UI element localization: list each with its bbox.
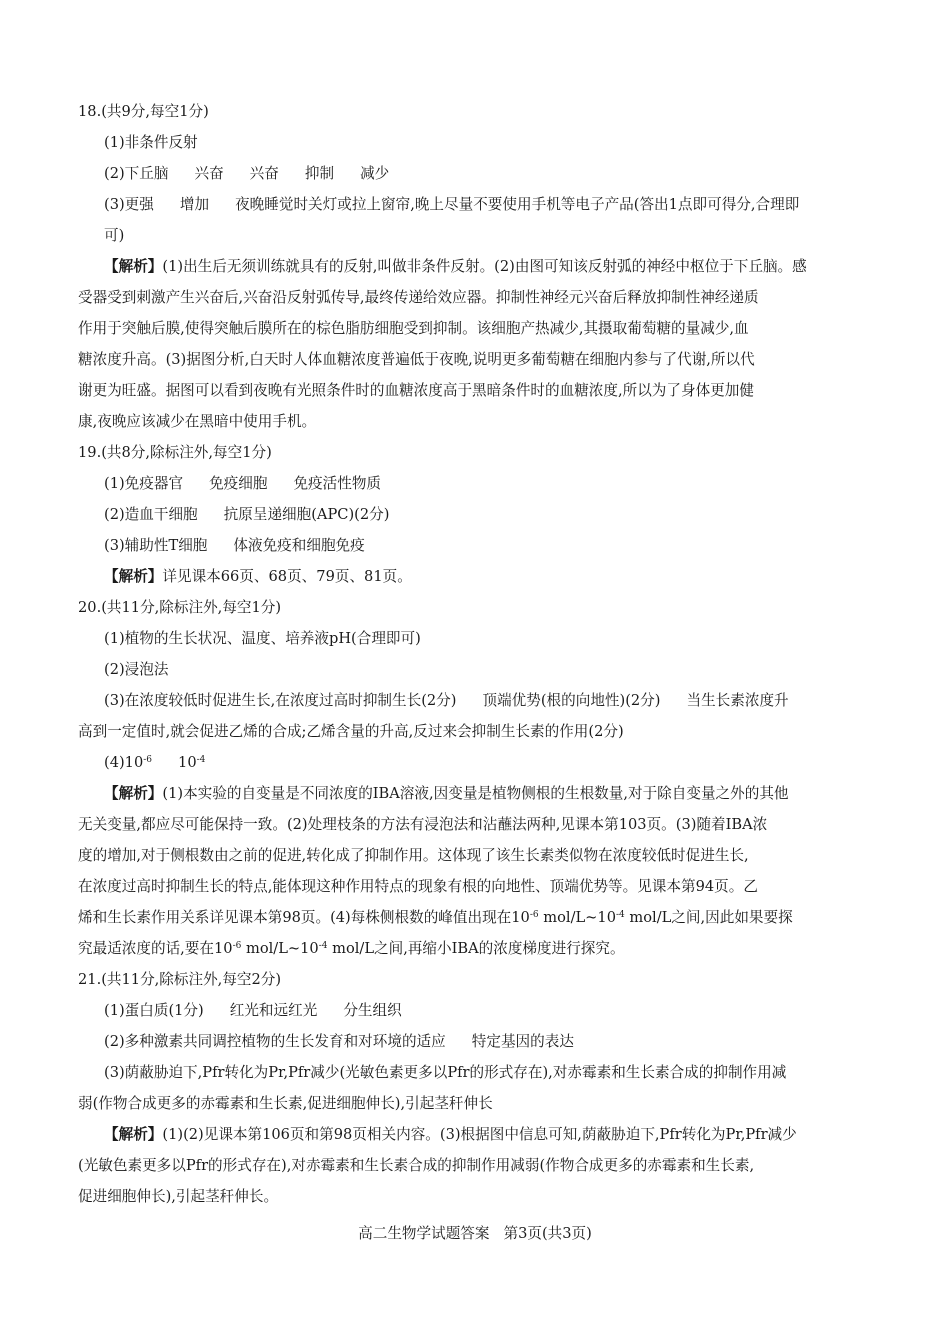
q18-answer-3-cont: 可) — [104, 227, 125, 244]
answer-part: (1)免疫器官 — [104, 475, 184, 492]
exponent: -6 — [529, 910, 539, 920]
q21-analysis-line-2: (光敏色素更多以Pfr的形式存在),对赤霉素和生长素合成的抑制作用减弱(作物合成更多的赤霉素和生长素, — [78, 1157, 755, 1174]
answer-part: (3)辅助性T细胞 — [104, 537, 208, 554]
answer-content — [78, 96, 878, 1212]
q21-answer-1 — [78, 995, 878, 1026]
answer-part: 特定基因的表达 — [471, 1033, 574, 1050]
analysis-text: (1)出生后无须训练就具有的反射,叫做非条件反射。(2)由图可知该反射弧的神经中枢位于下丘脑。感 — [162, 258, 807, 275]
analysis-tag: 【解析】 — [104, 785, 163, 802]
q18-analysis-line-2: 受器受到刺激产生兴奋后,兴奋沿反射弧传导,最终传递给效应器。抑制性神经元兴奋后释放抑制性神经递质 — [78, 289, 759, 306]
q19-answer-3 — [78, 530, 878, 561]
analysis-text: mol/L之间,再缩小IBA的浓度梯度进行探究。 — [327, 940, 625, 957]
q20-analysis-line-2: 无关变量,都应尽可能保持一致。(2)处理枝条的方法有浸泡法和沾蘸法两种,见课本第103页。(3)随着IBA浓 — [78, 816, 768, 833]
answer-part: 顶端优势(根的向地性)(2分) — [482, 692, 661, 709]
answer-part: (3)更强 — [104, 196, 154, 213]
q21-answer-3-cont: 弱(作物合成更多的赤霉素和生长素,促进细胞伸长),引起茎秆伸长 — [78, 1095, 493, 1112]
q18-analysis-line-3: 作用于突触后膜,使得突触后膜所在的棕色脂肪细胞受到抑制。该细胞产热减少,其摄取葡萄糖的量减少,血 — [78, 320, 749, 337]
q20-answer-2: (2)浸泡法 — [104, 661, 169, 678]
answer-part: (2)多种激素共同调控植物的生长发育和对环境的适应 — [104, 1033, 446, 1050]
q19-answer-2 — [78, 499, 878, 530]
answer-part: 免疫活性物质 — [293, 475, 382, 492]
q21-analysis-line-3: 促进细胞伸长),引起茎秆伸长。 — [78, 1188, 279, 1205]
q20-answer-1: (1)植物的生长状况、温度、培养液pH(合理即可) — [104, 630, 421, 647]
analysis-text: (1)本实验的自变量是不同浓度的IBA溶液,因变量是植物侧根的生根数量,对于除自变量之外的其他 — [162, 785, 789, 802]
answer-part: 免疫细胞 — [209, 475, 268, 492]
q20-analysis-line-5 — [78, 902, 878, 933]
answer-part: 夜晚睡觉时关灯或拉上窗帘,晚上尽量不要使用手机等电子产品(答出1点即可得分,合理即 — [235, 196, 800, 213]
analysis-tag: 【解析】 — [104, 568, 163, 585]
analysis-text: mol/L之间,因此如果要探 — [624, 909, 793, 926]
analysis-tag: 【解析】 — [104, 258, 163, 275]
answer-part: 10 — [178, 754, 197, 771]
analysis-text: mol/L~10 — [538, 909, 616, 926]
answer-part: (3)在浓度较低时促进生长,在浓度过高时抑制生长(2分) — [104, 692, 457, 709]
q20-analysis-line-1 — [78, 778, 878, 809]
analysis-text: 究最适浓度的话,要在10 — [78, 940, 233, 957]
q21-answer-3: (3)荫蔽胁迫下,Pfr转化为Pr,Pfr减少(光敏色素更多以Pfr的形式存在),对赤霉素和生长素合成的抑制作用减 — [104, 1064, 787, 1081]
analysis-text: 烯和生长素作用关系详见课本第98页。(4)每株侧根数的峰值出现在10 — [78, 909, 530, 926]
footer-title: 高二生物学试题答案 — [358, 1225, 490, 1242]
analysis-text: (1)(2)见课本第106页和第98页相关内容。(3)根据图中信息可知,荫蔽胁迫下,Pfr转化为Pr,Pfr减少 — [162, 1126, 797, 1143]
answer-part: 分生组织 — [343, 1002, 402, 1019]
answer-part: (2)下丘脑 — [104, 165, 169, 182]
answer-part: 抗原呈递细胞(APC)(2分) — [223, 506, 390, 523]
q18-answer-3 — [78, 189, 878, 220]
q20-answer-4 — [78, 747, 878, 778]
exponent: -4 — [318, 941, 328, 951]
answer-part: 体液免疫和细胞免疫 — [233, 537, 365, 554]
q20-answer-3 — [78, 685, 878, 716]
exponent: -6 — [232, 941, 242, 951]
q18-analysis-line-5: 谢更为旺盛。据图可以看到夜晚有光照条件时的血糖浓度高于黑暗条件时的血糖浓度,所以为了身体更加健 — [78, 382, 754, 399]
answer-part: 减少 — [360, 165, 390, 182]
q20-heading: 20.(共11分,除标注外,每空1分) — [78, 599, 282, 616]
q19-answer-1 — [78, 468, 878, 499]
q18-analysis-line-1 — [78, 251, 878, 282]
q20-answer-3-cont: 高到一定值时,就会促进乙烯的合成;乙烯含量的升高,反过来会抑制生长素的作用(2分) — [78, 723, 624, 740]
answer-part: 兴奋 — [249, 165, 279, 182]
answer-part: 增加 — [179, 196, 210, 213]
exponent: -4 — [615, 910, 625, 920]
q19-heading: 19.(共8分,除标注外,每空1分) — [78, 444, 272, 461]
answer-part: 兴奋 — [194, 165, 224, 182]
q21-analysis-line-1 — [78, 1119, 878, 1150]
exponent: -4 — [196, 755, 206, 765]
q20-analysis-line-4: 在浓度过高时抑制生长的特点,能体现这种作用特点的现象有根的向地性、顶端优势等。见课本第94页。乙 — [78, 878, 758, 895]
footer-page-number: 第3页(共3页) — [503, 1225, 592, 1242]
answer-part: (1)蛋白质(1分) — [104, 1002, 204, 1019]
answer-part: (4)10 — [104, 754, 144, 771]
q20-analysis-line-3: 度的增加,对于侧根数由之前的促进,转化成了抑制作用。这体现了该生长素类似物在浓度较低时促进生长, — [78, 847, 749, 864]
answer-part: 红光和远红光 — [229, 1002, 318, 1019]
q18-heading: 18.(共9分,每空1分) — [78, 103, 209, 120]
exponent: -6 — [143, 755, 153, 765]
analysis-text: 详见课本66页、68页、79页、81页。 — [162, 568, 412, 585]
answer-part: 当生长素浓度升 — [686, 692, 789, 709]
page-footer — [0, 1222, 950, 1246]
analysis-tag: 【解析】 — [104, 1126, 163, 1143]
q18-analysis-line-4: 糖浓度升高。(3)据图分析,白天时人体血糖浓度普遍低于夜晚,说明更多葡萄糖在细胞内参与了代谢,所以代 — [78, 351, 755, 368]
analysis-text: mol/L~10 — [241, 940, 319, 957]
q19-analysis — [78, 561, 878, 592]
q18-answer-2 — [78, 158, 878, 189]
q18-analysis-line-6: 康,夜晚应该减少在黑暗中使用手机。 — [78, 413, 317, 430]
answer-part: (2)造血干细胞 — [104, 506, 198, 523]
q21-heading: 21.(共11分,除标注外,每空2分) — [78, 971, 282, 988]
q21-answer-2 — [78, 1026, 878, 1057]
q18-answer-1: (1)非条件反射 — [104, 134, 198, 151]
q20-analysis-line-6 — [78, 933, 878, 964]
answer-part: 抑制 — [304, 165, 335, 182]
